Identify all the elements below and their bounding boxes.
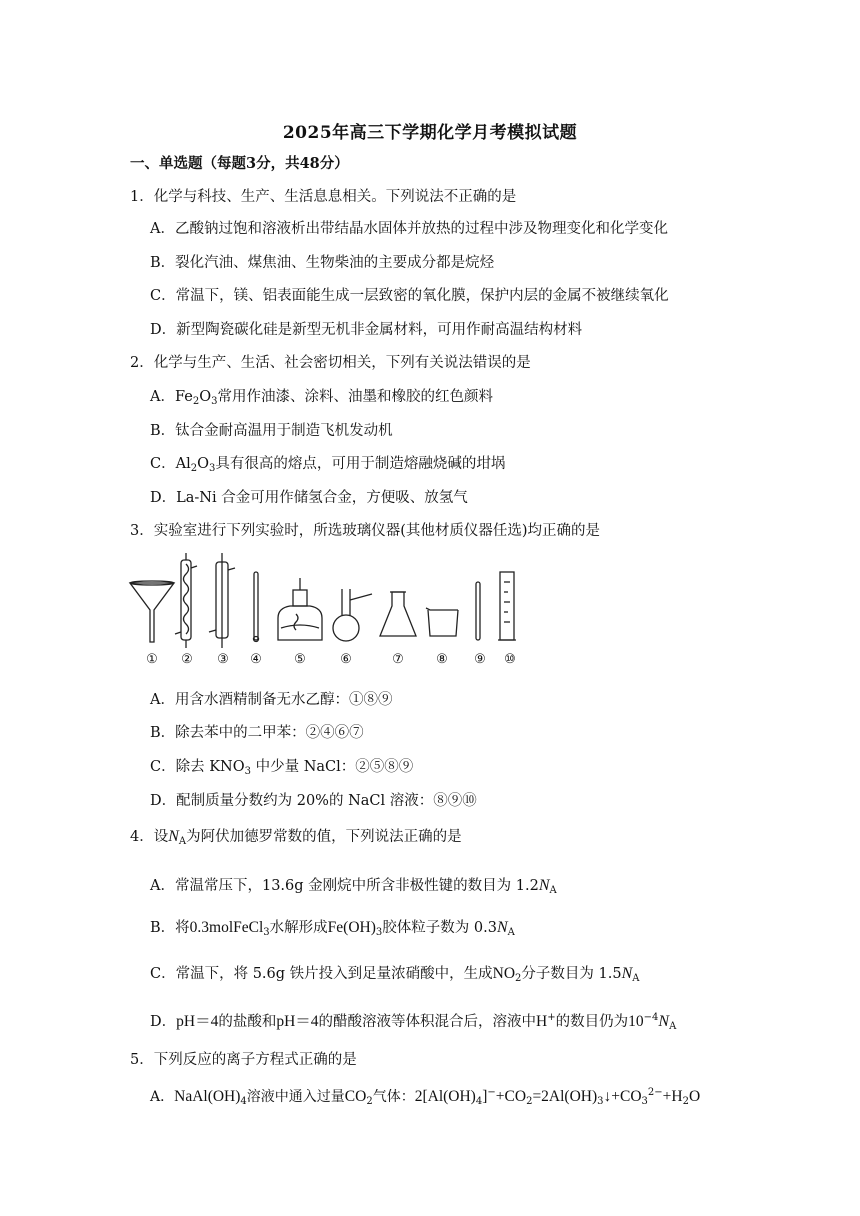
thermometer-icon	[254, 572, 259, 642]
q4-option-a: A．常温常压下，13.6g 金刚烷中所含非极性键的数目为 $1.2N_A$	[150, 877, 557, 896]
q1-option-b: B．裂化汽油、煤焦油、生物柴油的主要成分都是烷烃	[150, 255, 495, 271]
q3-stem: 3．实验室进行下列实验时，所选玻璃仪器(其他材质仪器任选)均正确的是	[130, 523, 601, 539]
apparatus-label: ⑩	[504, 652, 516, 667]
beaker-icon	[426, 608, 458, 636]
q1-stem: 1．化学与科技、生产、生活息息相关。下列说法不正确的是	[130, 189, 517, 205]
q4-stem: 4．设$N_A$为阿伏加德罗常数的值，下列说法正确的是	[130, 828, 462, 847]
apparatus-label: ⑧	[436, 652, 448, 667]
q4-option-b: B．将0.3molFeCl$_3$水解形成$Fe(OH)_3$胶体粒子数为 $0.3N_A$	[150, 919, 515, 938]
q5-stem: 5．下列反应的离子方程式正确的是	[130, 1052, 357, 1068]
apparatus-label: ②	[181, 652, 193, 667]
q2-option-d: D．La-Ni 合金可用作储氢合金，方便吸、放氢气	[150, 490, 468, 506]
glass-rod-icon	[476, 582, 480, 640]
apparatus-label: ⑥	[340, 652, 352, 667]
q2-option-a: A．$Fe_2O_3$常用作油漆、涂料、油墨和橡胶的红色颜料	[150, 389, 493, 407]
conical-flask-icon	[380, 592, 416, 636]
q4-option-c: C．常温下，将 5.6g 铁片投入到足量浓硝酸中，生成$NO_2$分子数目为 $1.5N_A$	[150, 965, 640, 984]
funnel-icon	[130, 581, 174, 642]
bulb-condenser-icon	[175, 553, 197, 648]
apparatus-label: ⑤	[294, 652, 306, 667]
page-title: 2025年高三下学期化学月考模拟试题	[282, 123, 578, 143]
section-heading: 一、单选题（每题3分，共48分）	[130, 155, 349, 172]
apparatus-label: ⑨	[474, 652, 486, 667]
q3-option-d: D．配制质量分数约为 20%的 NaCl 溶液：⑧⑨⑩	[150, 793, 477, 809]
q4-option-d: D．pH＝4的盐酸和pH＝4的醋酸溶液等体积混合后，溶液中H+的数目仍为$10^{-4}N_A$	[150, 1012, 677, 1032]
q2-option-c: C．$Al_2O_3$具有很高的熔点，可用于制造熔融烧碱的坩埚	[150, 456, 506, 474]
alcohol-lamp-icon	[278, 578, 322, 640]
graduated-cylinder-icon	[498, 572, 516, 640]
q3-option-a: A．用含水酒精制备无水乙醇：①⑧⑨	[150, 692, 393, 708]
distilling-flask-icon	[333, 589, 372, 641]
apparatus-label: ④	[250, 652, 262, 667]
q5-option-a: A．$NaAl(OH)_4$溶液中通入过量$CO_2$气体：$2[Al(OH)_4]^-+CO_2=2Al(OH)_3↓+CO_3^{2-}+H_2O$	[150, 1087, 701, 1107]
apparatus-label: ⑦	[392, 652, 404, 667]
q3-option-c: C．除去 $KNO_3$ 中少量 NaCl：②⑤⑧⑨	[150, 759, 414, 777]
q2-option-b: B．钛合金耐高温用于制造飞机发动机	[150, 423, 393, 439]
straight-condenser-icon	[209, 553, 235, 648]
q1-option-a: A．乙酸钠过饱和溶液析出带结晶水固体并放热的过程中涉及物理变化和化学变化	[150, 221, 668, 237]
q2-stem: 2．化学与生产、生活、社会密切相关，下列有关说法错误的是	[130, 355, 531, 371]
q3-option-b: B．除去苯中的二甲苯：②④⑥⑦	[150, 725, 364, 741]
apparatus-label: ①	[146, 652, 158, 667]
apparatus-label: ③	[217, 652, 229, 667]
q1-option-d: D．新型陶瓷碳化硅是新型无机非金属材料，可用作耐高温结构材料	[150, 322, 583, 338]
q1-option-c: C．常温下，镁、铝表面能生成一层致密的氧化膜，保护内层的金属不被继续氧化	[150, 288, 669, 304]
